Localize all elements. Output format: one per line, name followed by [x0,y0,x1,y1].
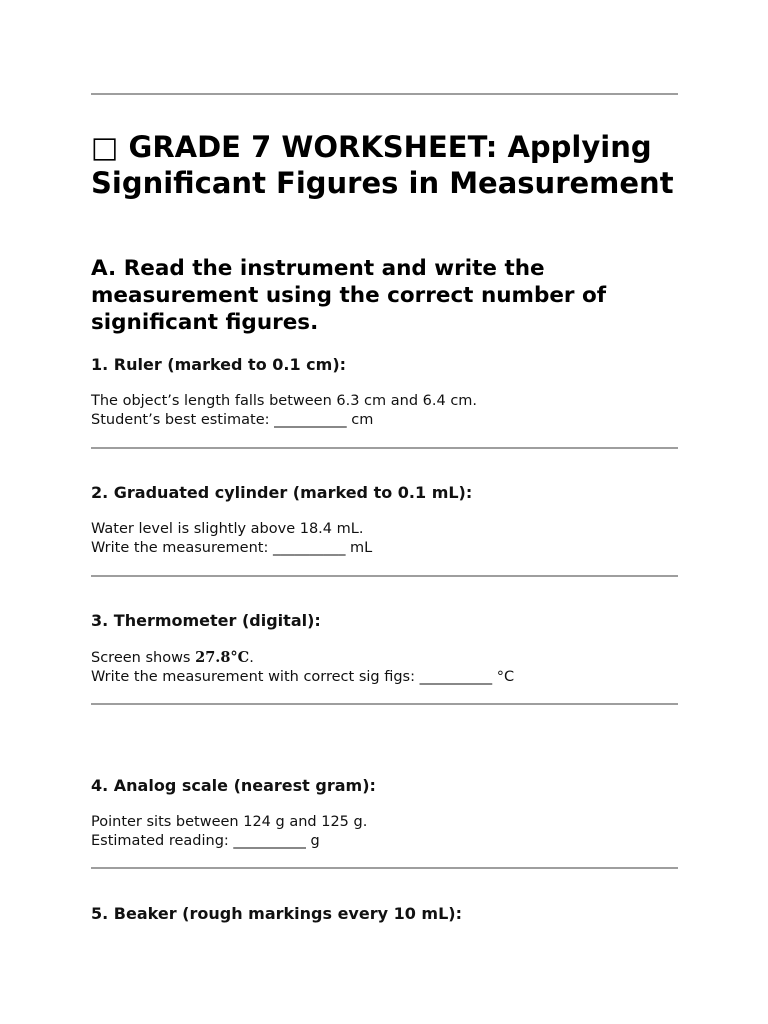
question-3-prompt-suffix: . [249,650,254,666]
question-5-heading: 5. Beaker (rough markings every 10 mL): [91,904,463,923]
section-a-heading: A. Read the instrument and write the measurement using the correct number of significant figures. [91,256,607,335]
top-divider [91,93,678,95]
question-1-heading: 1. Ruler (marked to 0.1 cm): [91,355,347,374]
page-title [91,129,678,201]
question-3-prompt [91,648,514,668]
title-text: GRADE 7 WORKSHEET: Applying Significant Figures in Measurement [91,130,674,200]
divider-3 [91,703,678,705]
question-2-answer-line: Write the measurement: __________ mL [91,540,373,556]
question-3-answer-line: Write the measurement with correct sig figs: __________ °C [91,669,515,685]
divider-4 [91,867,678,869]
divider-1 [91,447,678,449]
question-4-prompt: Pointer sits between 124 g and 125 g. [91,814,368,830]
question-3-prompt-prefix: Screen shows [91,650,196,666]
question-2-prompt: Water level is slightly above 18.4 mL. [91,521,364,537]
divider-2 [91,575,678,577]
question-1-answer-line: Student’s best estimate: __________ cm [91,412,374,428]
question-4-heading: 4. Analog scale (nearest gram): [91,776,376,795]
question-3-heading: 3. Thermometer (digital): [91,611,321,630]
question-2-heading: 2. Graduated cylinder (marked to 0.1 mL): [91,483,473,502]
question-4-answer-line: Estimated reading: __________ g [91,833,320,849]
question-3-body [91,648,514,687]
title-icon: □ [91,130,119,164]
question-1-body [91,392,477,430]
question-3-reading-value: 27.8°C [195,649,250,666]
question-1-prompt: The object’s length falls between 6.3 cm and 6.4 cm. [91,393,478,409]
question-2-body [91,520,372,558]
question-4-body [91,813,367,851]
